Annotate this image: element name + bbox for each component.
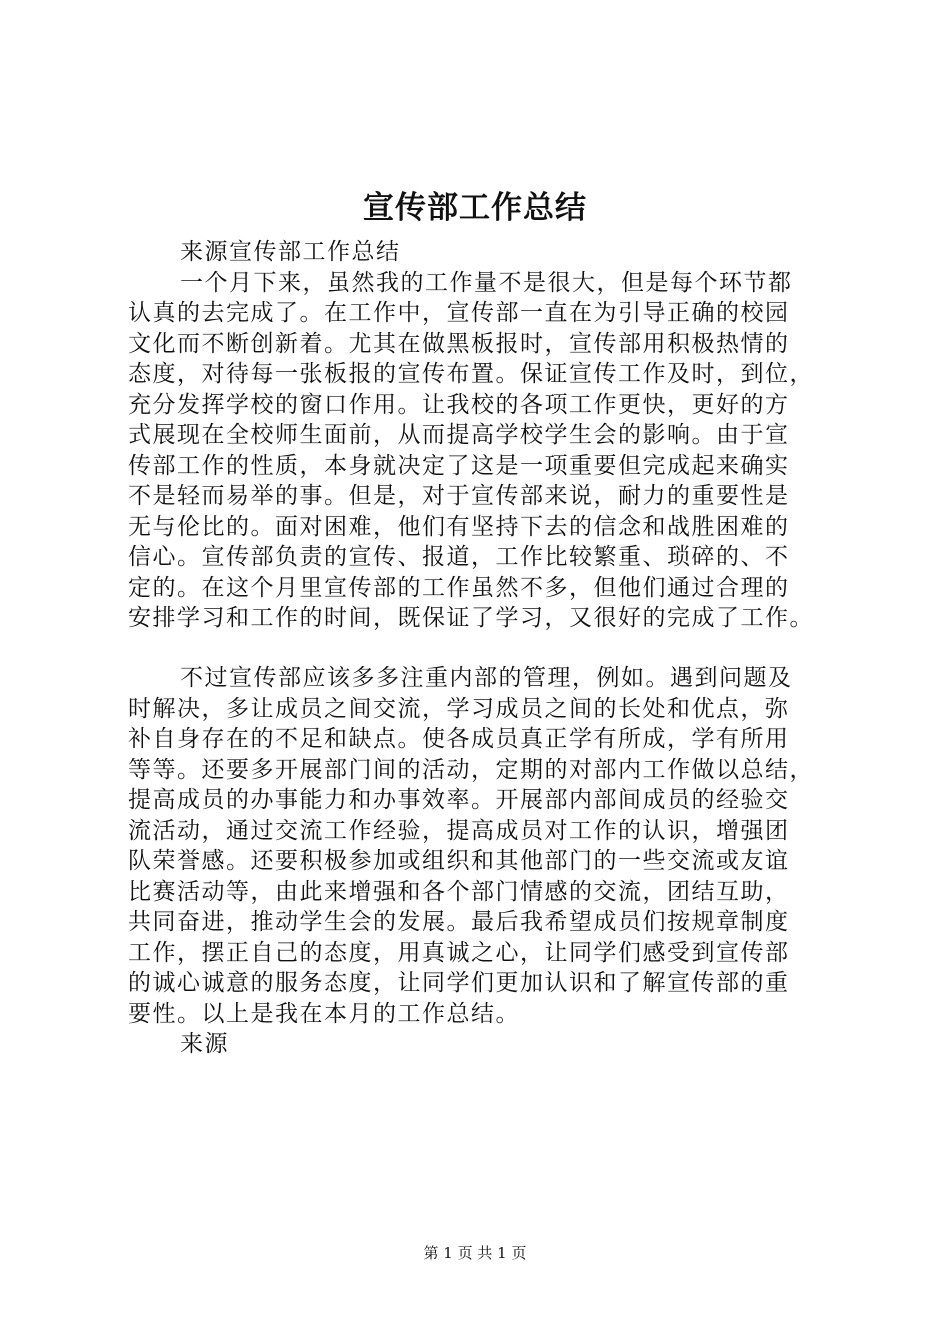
paragraph-line: 的诚心诚意的服务态度，让同学们更加认识和了解宣传部的重	[128, 970, 790, 996]
page-number-footer: 第 1 页 共 1 页	[423, 1244, 527, 1262]
paragraph-line: 无与伦比的。面对困难，他们有坚持下去的信念和战胜困难的	[128, 514, 790, 540]
paragraph-line: 态度，对待每一张板报的宣传布置。保证宣传工作及时，到位，	[128, 361, 814, 387]
paragraph-line: 要性。以上是我在本月的工作总结。	[128, 1001, 520, 1027]
paragraph-line: 共同奋进，推动学生会的发展。最后我希望成员们按规章制度	[128, 909, 790, 935]
paragraph-line: 比赛活动等，由此来增强和各个部门情感的交流，团结互助，	[128, 879, 790, 905]
paragraph-line: 提高成员的办事能力和办事效率。开展部内部间成员的经验交	[128, 787, 790, 813]
paragraph-line: 一个月下来，虽然我的工作量不是很大，但是每个环节都	[180, 270, 793, 296]
paragraph-line: 流活动，通过交流工作经验，提高成员对工作的认识，增强团	[128, 818, 790, 844]
paragraph-line: 时解决，多让成员之间交流，学习成员之间的长处和优点，弥	[128, 696, 790, 722]
paragraph-line: 工作，摆正自己的态度，用真诚之心，让同学们感受到宣传部	[128, 940, 790, 966]
paragraph-line: 信心。宣传部负责的宣传、报道，工作比较繁重、琐碎的、不	[128, 544, 790, 570]
paragraph-line: 队荣誉感。还要积极参加或组织和其他部门的一些交流或友谊	[128, 848, 790, 874]
paragraph-line: 等等。还要多开展部门间的活动，定期的对部内工作做以总结，	[128, 757, 814, 783]
paragraph-line: 不是轻而易举的事。但是，对于宣传部来说，耐力的重要性是	[128, 483, 790, 509]
source-line: 来源宣传部工作总结	[180, 239, 401, 265]
paragraph-line: 传部工作的性质，本身就决定了这是一项重要但完成起来确实	[128, 453, 790, 479]
paragraph-line: 定的。在这个月里宣传部的工作虽然不多，但他们通过合理的	[128, 575, 790, 601]
closing-line: 来源	[180, 1031, 229, 1057]
paragraph-line: 不过宣传部应该多多注重内部的管理，例如。遇到问题及	[180, 665, 793, 691]
paragraph-line: 安排学习和工作的时间，既保证了学习，又很好的完成了工作。	[128, 605, 814, 631]
paragraph-line: 文化而不断创新着。尤其在做黑板报时，宣传部用积极热情的	[128, 331, 790, 357]
paragraph-line: 式展现在全校师生面前，从而提高学校学生会的影响。由于宣	[128, 422, 790, 448]
document-title: 宣传部工作总结	[363, 190, 587, 226]
paragraph-line: 充分发挥学校的窗口作用。让我校的各项工作更快，更好的方	[128, 392, 790, 418]
paragraph-line: 补自身存在的不足和缺点。使各成员真正学有所成，学有所用	[128, 726, 790, 752]
paragraph-line: 认真的去完成了。在工作中，宣传部一直在为引导正确的校园	[128, 300, 790, 326]
